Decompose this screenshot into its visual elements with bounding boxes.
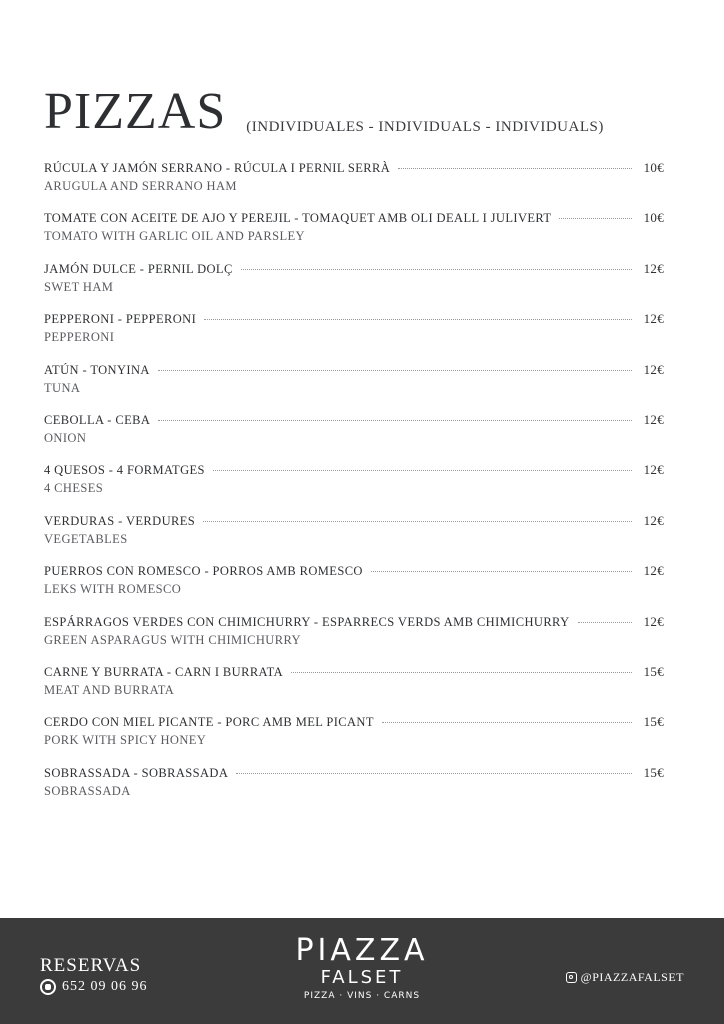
menu-item xyxy=(44,462,664,512)
menu-item-english: VEGETABLES xyxy=(44,531,128,546)
dotted-leader xyxy=(559,218,632,219)
menu-item-name: CARNE Y BURRATA - CARN I BURRATA xyxy=(44,664,284,679)
menu-item-price: 12€ xyxy=(643,613,664,629)
menu-item-name: VERDURAS - VERDURES xyxy=(44,513,196,528)
menu-item-english: SOBRASSADA xyxy=(44,783,131,798)
menu-item xyxy=(44,362,664,412)
menu-item-name: ATÚN - TONYINA xyxy=(44,362,150,377)
menu-item-price: 15€ xyxy=(643,714,664,730)
menu-item-price: 12€ xyxy=(643,260,664,276)
menu-item xyxy=(44,563,664,613)
menu-item xyxy=(44,664,664,714)
menu-item xyxy=(44,160,664,210)
menu-item-english: GREEN ASPARAGUS WITH CHIMICHURRY xyxy=(44,632,301,647)
dotted-leader xyxy=(241,269,632,270)
menu-item-english: PEPPERONI xyxy=(44,330,115,345)
brand-city: FALSET xyxy=(320,967,404,988)
menu-item-english: MEAT AND BURRATA xyxy=(44,682,175,697)
menu-item-name: CERDO CON MIEL PICANTE - PORC AMB MEL PICANT xyxy=(44,715,374,730)
dotted-leader xyxy=(291,672,632,673)
menu-item xyxy=(44,714,664,764)
menu-item-english: LEKS WITH ROMESCO xyxy=(44,582,182,597)
menu-item-price: 12€ xyxy=(643,563,664,579)
menu-item-english: TOMATO WITH GARLIC OIL AND PARSLEY xyxy=(44,229,305,244)
dotted-leader xyxy=(398,168,632,169)
menu-item xyxy=(44,513,664,563)
dotted-leader xyxy=(203,521,632,522)
whatsapp-icon xyxy=(40,979,56,995)
menu-item-price: 15€ xyxy=(643,764,664,780)
menu-item-english: PORK WITH SPICY HONEY xyxy=(44,733,207,748)
brand-tagline: PIZZA · VINS · CARNS xyxy=(303,991,421,1001)
menu-item-name: 4 QUESOS - 4 FORMATGES xyxy=(44,463,205,478)
menu-item-english: ONION xyxy=(44,430,87,445)
menu-item-price: 12€ xyxy=(643,361,664,377)
menu-item-price: 15€ xyxy=(643,663,664,679)
instagram-handle[interactable]: @PIAZZAFALSET xyxy=(580,970,684,984)
instagram-link[interactable] xyxy=(566,970,684,985)
menu-item xyxy=(44,765,664,815)
dotted-leader xyxy=(213,470,632,471)
menu-item xyxy=(44,311,664,361)
menu-item-price: 12€ xyxy=(643,462,664,478)
brand-logo xyxy=(262,934,462,1002)
menu-item-name: PEPPERONI - PEPPERONI xyxy=(44,312,197,327)
menu-item-name: ESPÁRRAGOS VERDES CON CHIMICHURRY - ESPARRECS VERDS AMB CHIMICHURRY xyxy=(44,614,570,629)
brand-name: PIAZZA xyxy=(295,933,429,968)
menu-item-english: ARUGULA AND SERRANO HAM xyxy=(44,179,237,193)
menu-item xyxy=(44,210,664,260)
menu-item-name: CEBOLLA - CEBA xyxy=(44,412,151,427)
reservations-title: RESERVAS xyxy=(40,955,142,976)
menu-item-price: 10€ xyxy=(643,210,664,226)
menu-item xyxy=(44,614,664,664)
menu-header xyxy=(44,83,604,140)
menu-item-name: PUERROS CON ROMESCO - PORROS AMB ROMESCO xyxy=(44,564,363,579)
menu-item-price: 12€ xyxy=(643,311,664,327)
menu-item-english: 4 CHESES xyxy=(44,481,104,496)
menu-item xyxy=(44,412,664,462)
page-title: PIZZAS xyxy=(44,83,227,140)
menu-item-english: SWET HAM xyxy=(44,279,114,294)
dotted-leader xyxy=(158,420,632,421)
menu-item-price: 12€ xyxy=(643,411,664,427)
phone-number[interactable]: 652 09 06 96 xyxy=(62,979,148,994)
menu-item xyxy=(44,261,664,311)
instagram-icon xyxy=(566,972,577,983)
dotted-leader xyxy=(382,722,632,723)
dotted-leader xyxy=(158,370,632,371)
menu-item-name: JAMÓN DULCE - PERNIL DOLÇ xyxy=(44,261,233,276)
menu-item-price: 12€ xyxy=(643,512,664,528)
menu-item-price: 10€ xyxy=(643,160,664,175)
dotted-leader xyxy=(371,571,632,572)
dotted-leader xyxy=(204,319,632,320)
menu-item-name: TOMATE CON ACEITE DE AJO Y PEREJIL - TOMAQUET AMB OLI DEALL I JULIVERT xyxy=(44,211,552,226)
dotted-leader xyxy=(578,622,632,623)
reservations-phone[interactable] xyxy=(40,979,148,995)
menu-item-name: SOBRASSADA - SOBRASSADA xyxy=(44,765,229,780)
menu-list xyxy=(44,160,664,815)
menu-item-english: TUNA xyxy=(44,380,81,395)
page-subtitle: (INDIVIDUALES - INDIVIDUALS - INDIVIDUALS) xyxy=(246,119,604,135)
menu-item-name: RÚCULA Y JAMÓN SERRANO - RÚCULA I PERNIL SERRÀ xyxy=(44,161,391,175)
dotted-leader xyxy=(236,773,632,774)
